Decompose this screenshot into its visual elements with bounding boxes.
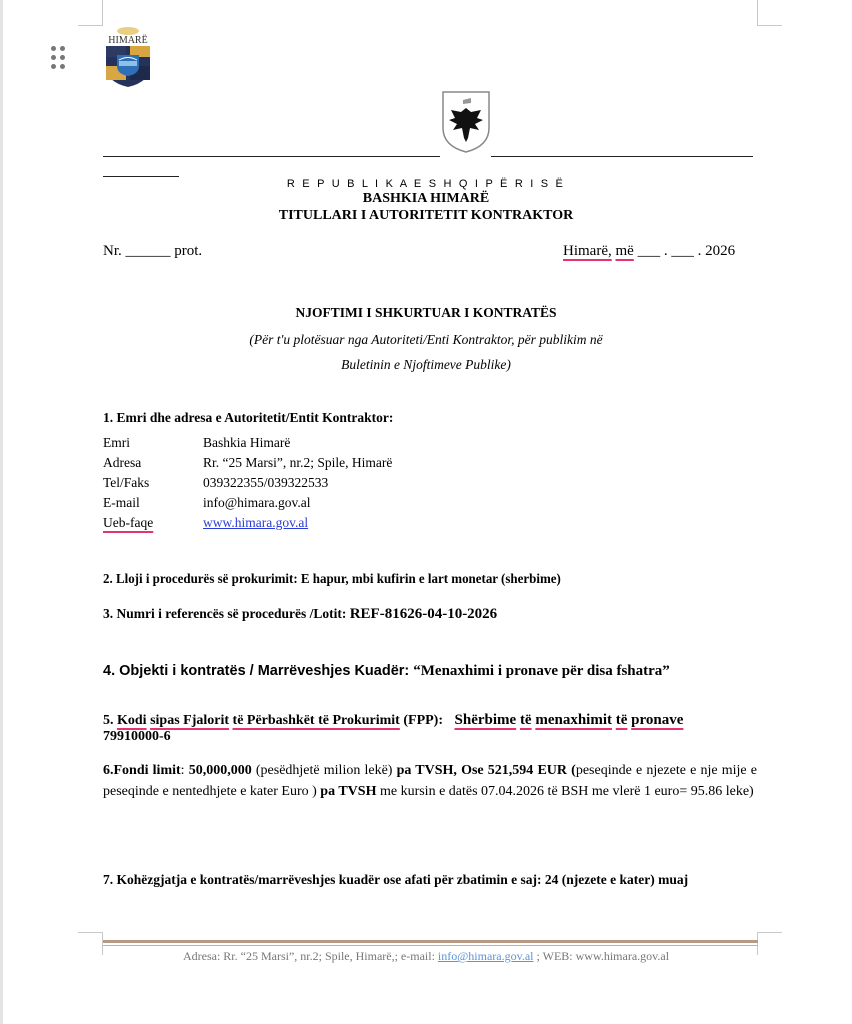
svg-text:HIMARË: HIMARË [108,35,148,46]
albania-coat-of-arms-icon [441,90,491,154]
footer-rule-thin [103,945,758,946]
authority-title: TITULLARI I AUTORITETIT KONTRAKTOR [278,208,574,223]
date-line [563,243,735,260]
notice-subtitle-2: Buletinin e Njoftimeve Publike) [341,357,511,372]
section-4-label: 4. Objekti i kontratës / Marrëveshjes Kuadër: [103,663,414,679]
cpv-desc-word: të [615,712,628,728]
footer-email-link[interactable]: info@himara.gov.al [437,949,534,963]
cpv-code: 79910000-6 [103,729,171,744]
contact-value: info@himara.gov.al [203,495,311,510]
section-2-value: E hapur, mbi kufirin e lart monetar (sherbime) [297,571,561,586]
contact-row-website [103,515,392,535]
budget-vat-note: pa TVSH [320,784,377,799]
header-rule-left [103,156,440,157]
cpv-label-word: Kodi [117,713,147,728]
contact-row-name [103,435,392,455]
budget-amount-all: 50,000,000 [188,763,252,778]
section-6-label: 6.Fondi limit [103,763,181,778]
website-label: Ueb-faqe [103,515,154,530]
exchange-rate-text: me kursin e datës 07.04.2026 të BSH me vlerë 1 euro= 95.86 leke) [376,784,754,799]
cpv-desc-word: menaxhimit [535,712,613,728]
page-left-edge [0,0,3,1024]
section-3-label: 3. Numri i referencës së procedurës /Lotit: [103,606,347,621]
notice-subtitle-1: (Për t'u plotësuar nga Autoriteti/Enti Kontraktor, për publikim në [249,332,603,347]
section-6-budget [103,760,757,802]
contact-value: Bashkia Himarë [203,435,291,450]
budget-amount-words: (pesëdhjetë milion lekë) [251,763,397,778]
footer-prefix: Adresa: Rr. “25 Marsi”, nr.2; Spile, Himarë,; e-mail: [182,949,438,963]
municipality-name: BASHKIA HIMARË [362,191,490,206]
section-4-value: “Menaxhimi i pronave për disa fshatra” [413,663,670,679]
section-7-duration: 7. Kohëzgjatja e kontratës/marrëveshjes kuadër ose afati për zbatimin e saj: 24 (njezete e kater) muaj [103,872,689,887]
website-link[interactable]: www.himara.gov.al [203,515,309,530]
contact-value: 039322355/039322533 [203,475,329,490]
contact-table [103,435,392,535]
header-rule-short [103,176,179,177]
contact-row-phone [103,475,392,495]
republic-line: R E P U B L I K A E S H Q I P Ë R I S Ë [286,178,566,190]
cpv-desc-word: Shërbime [454,712,517,728]
contact-label: E-mail [103,495,140,510]
date-me: më [615,243,634,259]
budget-eur-amount: pa TVSH, Ose 521,594 EUR ( [396,763,576,778]
notice-title: NJOFTIMI I SHKURTUAR I KONTRATËS [295,305,557,320]
cpv-label-fpp: (FPP): [399,713,447,728]
cpv-label-word: të Përbashkët të Prokurimit [232,713,400,728]
crop-mark-top-right [757,0,782,26]
section-3-reference [103,606,497,623]
contact-row-address [103,455,392,475]
footer-suffix: ; WEB: www.himara.gov.al [533,949,670,963]
footer-rule-thick [103,940,758,943]
contact-value: Rr. “25 Marsi”, nr.2; Spile, Himarë [203,455,393,470]
section-2-procedure-type [103,571,561,587]
cpv-desc-word: të [519,712,532,728]
section-4-object [103,663,670,680]
section-6-colon: : [180,763,189,778]
contact-label: Emri [103,435,130,450]
himara-logo-icon [100,26,156,88]
reference-number: REF-81626-04-10-2026 [349,606,498,622]
header-rule-right [491,156,753,157]
budget-eur-words: peseqinde e njezete e nje mije e peseqinde e nentedhjete e kater Euro ) [103,763,757,799]
section-1-heading: 1. Emri dhe adresa e Autoritetit/Entit Kontraktor: [103,410,394,425]
contact-row-email [103,495,392,515]
crop-mark-top-left [78,0,103,26]
section-5-cpv-code [103,712,753,745]
contact-label: Adresa [103,455,142,470]
place-name: Himarë, [563,243,612,259]
cpv-label-word: sipas Fjalorit [150,713,230,728]
protocol-number: Nr. ______ prot. [103,243,203,259]
date-blanks: ___ . ___ . 2026 [633,243,736,259]
footer-address [0,949,852,964]
contact-label: Tel/Faks [103,475,150,490]
cpv-desc-word: pronave [631,712,684,728]
drag-handle-icon[interactable] [49,44,69,70]
section-5-number: 5. [103,713,117,728]
section-2-label: 2. Lloji i procedurës së prokurimit: [103,571,298,586]
contact-label [103,515,203,535]
